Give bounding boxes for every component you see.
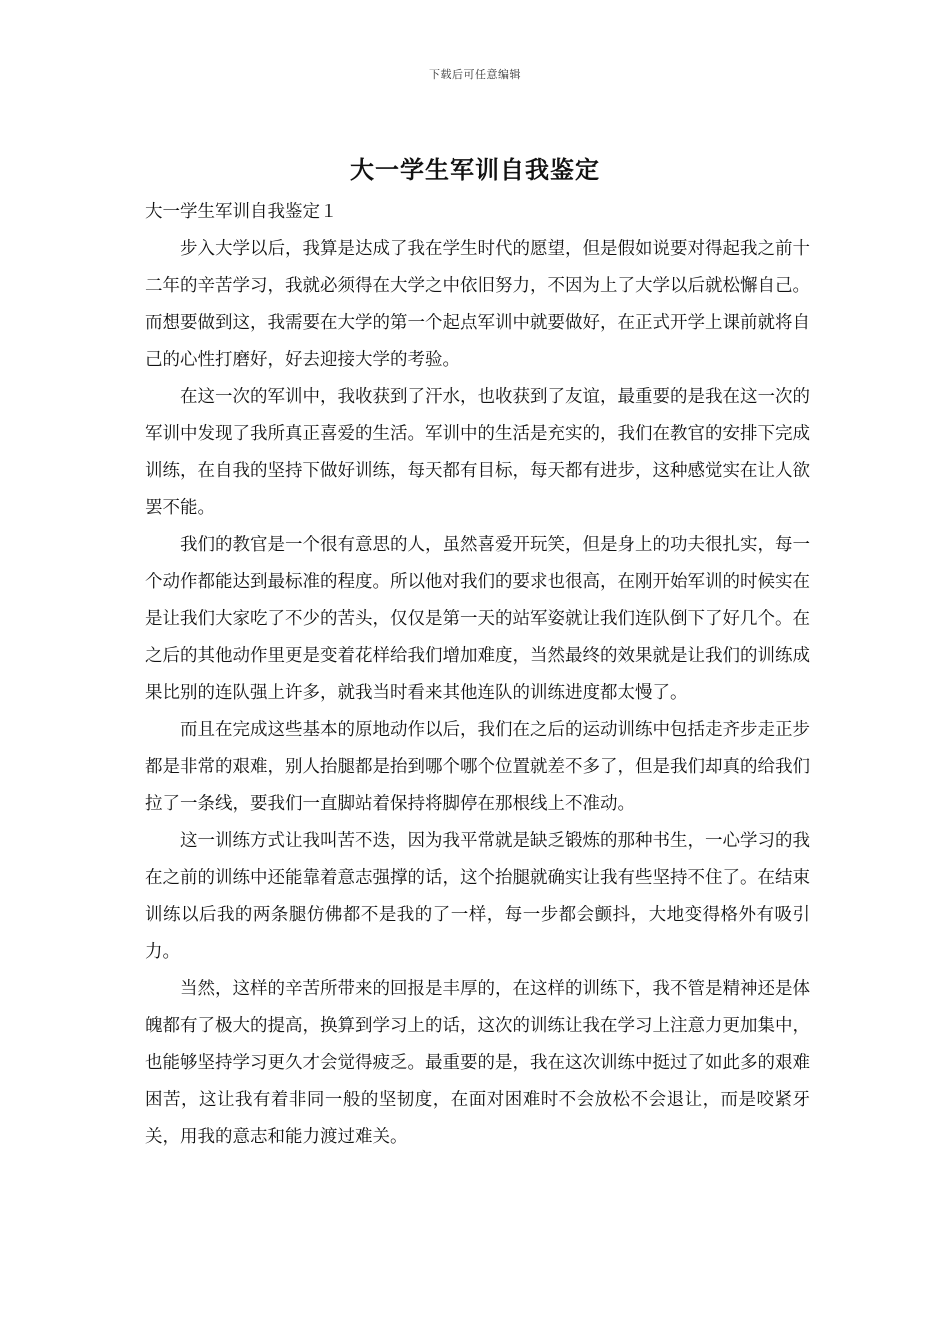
header-note: 下载后可任意编辑 xyxy=(429,68,521,81)
paragraph-3: 我们的教官是一个很有意思的人，虽然喜爱开玩笑，但是身上的功夫很扎实，每一个动作都能达到最标准的程度。所以他对我们的要求也很高，在刚开始军训的时候实在是让我们大家吃了不少的苦头，仅仅是第一天的站军姿就让我们连队倒下了好几个。在之后的其他动作里更是变着花样给我们增加难度，当然最终的效果就是让我们的训练成果比别的连队强上许多，就我当时看来其他连队的训练进度都太慢了。 xyxy=(145,535,810,703)
paragraph-6: 当然，这样的辛苦所带来的回报是丰厚的，在这样的训练下，我不管是精神还是体魄都有了极大的提高，换算到学习上的话，这次的训练让我在学习上注意力更加集中，也能够坚持学习更久才会觉得疲乏。最重要的是，我在这次训练中挺过了如此多的艰难困苦，这让我有着非同一般的坚韧度，在面对困难时不会放松不会退让，而是咬紧牙关，用我的意志和能力渡过难关。 xyxy=(145,979,810,1147)
paragraph-2: 在这一次的军训中，我收获到了汗水，也收获到了友谊，最重要的是我在这一次的军训中发现了我所真正喜爱的生活。军训中的生活是充实的，我们在教官的安排下完成训练，在自我的坚持下做好训练，每天都有目标，每天都有进步，这种感觉实在让人欲罢不能。 xyxy=(145,387,810,518)
document-body xyxy=(145,194,810,1156)
document-title: 大一学生军训自我鉴定 xyxy=(350,155,600,184)
paragraph-4: 而且在完成这些基本的原地动作以后，我们在之后的运动训练中包括走齐步走正步都是非常的艰难，别人抬腿都是抬到哪个哪个位置就差不多了，但是我们却真的给我们拉了一条线，要我们一直脚站着保持将脚停在那根线上不准动。 xyxy=(145,720,810,814)
section-heading: 大一学生军训自我鉴定１ xyxy=(145,202,338,222)
paragraph-1: 步入大学以后，我算是达成了我在学生时代的愿望，但是假如说要对得起我之前十二年的辛苦学习，我就必须得在大学之中依旧努力，不因为上了大学以后就松懈自己。而想要做到这，我需要在大学的第一个起点军训中就要做好，在正式开学上课前就将自己的心性打磨好，好去迎接大学的考验。 xyxy=(145,239,810,370)
paragraph-5: 这一训练方式让我叫苦不迭，因为我平常就是缺乏锻炼的那种书生，一心学习的我在之前的训练中还能靠着意志强撑的话，这个抬腿就确实让我有些坚持不住了。在结束训练以后我的两条腿仿佛都不是我的了一样，每一步都会颤抖，大地变得格外有吸引力。 xyxy=(145,831,810,962)
